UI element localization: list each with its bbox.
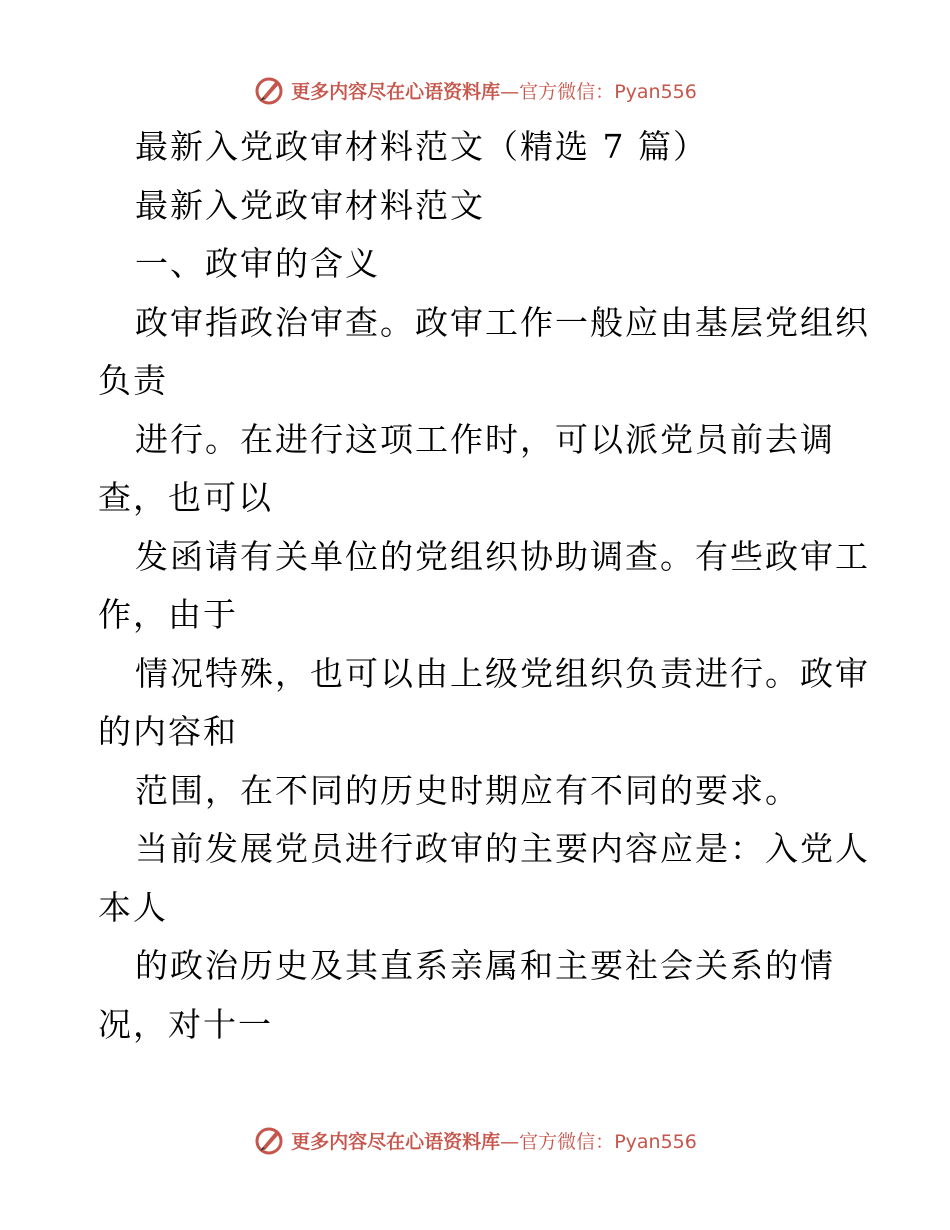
- paragraph-line: 当前发展党员进行政审的主要内容应是：入党人: [135, 829, 870, 868]
- paragraph-line: 范围，在不同的历史时期应有不同的要求。: [135, 771, 800, 810]
- watermark-text: [291, 1127, 697, 1154]
- header-watermark: [0, 70, 950, 110]
- paragraph-line: 发函请有关单位的党组织协助调查。有些政审工: [135, 537, 870, 576]
- watermark-wechat-id: Pyan556: [614, 80, 697, 103]
- watermark-text: [291, 77, 697, 104]
- doc-title: 最新入党政审材料范文（精选 7 篇）: [135, 127, 708, 166]
- quill-logo-icon: [253, 74, 285, 106]
- watermark-wechat-label: 官方微信：: [519, 80, 615, 103]
- watermark-site: 更多内容尽在心语资料库: [291, 80, 501, 103]
- paragraph-line: 况，对十一: [98, 1005, 273, 1044]
- paragraph-line: 政审指政治审查。政审工作一般应由基层党组织: [135, 303, 870, 342]
- paragraph-line: 的内容和: [98, 712, 238, 751]
- watermark-wechat-label: 官方微信：: [519, 1130, 615, 1153]
- paragraph-line: 情况特殊，也可以由上级党组织负责进行。政审: [135, 654, 870, 693]
- paragraph-line: 查，也可以: [98, 478, 273, 517]
- paragraph-line: 作，由于: [98, 595, 238, 634]
- paragraph-line: 本人: [98, 888, 168, 927]
- doc-subtitle: 最新入党政审材料范文: [135, 186, 485, 225]
- section-heading: 一、政审的含义: [135, 244, 380, 283]
- watermark-wechat-id: Pyan556: [614, 1130, 697, 1153]
- paragraph-line: 负责: [98, 361, 168, 400]
- paragraph-line: 的政治历史及其直系亲属和主要社会关系的情: [135, 946, 835, 985]
- watermark-dash: —: [500, 1130, 520, 1153]
- footer-watermark: [0, 1120, 950, 1160]
- watermark-site: 更多内容尽在心语资料库: [291, 1130, 501, 1153]
- watermark-dash: —: [500, 80, 520, 103]
- paragraph-line: 进行。在进行这项工作时，可以派党员前去调: [135, 420, 835, 459]
- quill-logo-icon: [253, 1124, 285, 1156]
